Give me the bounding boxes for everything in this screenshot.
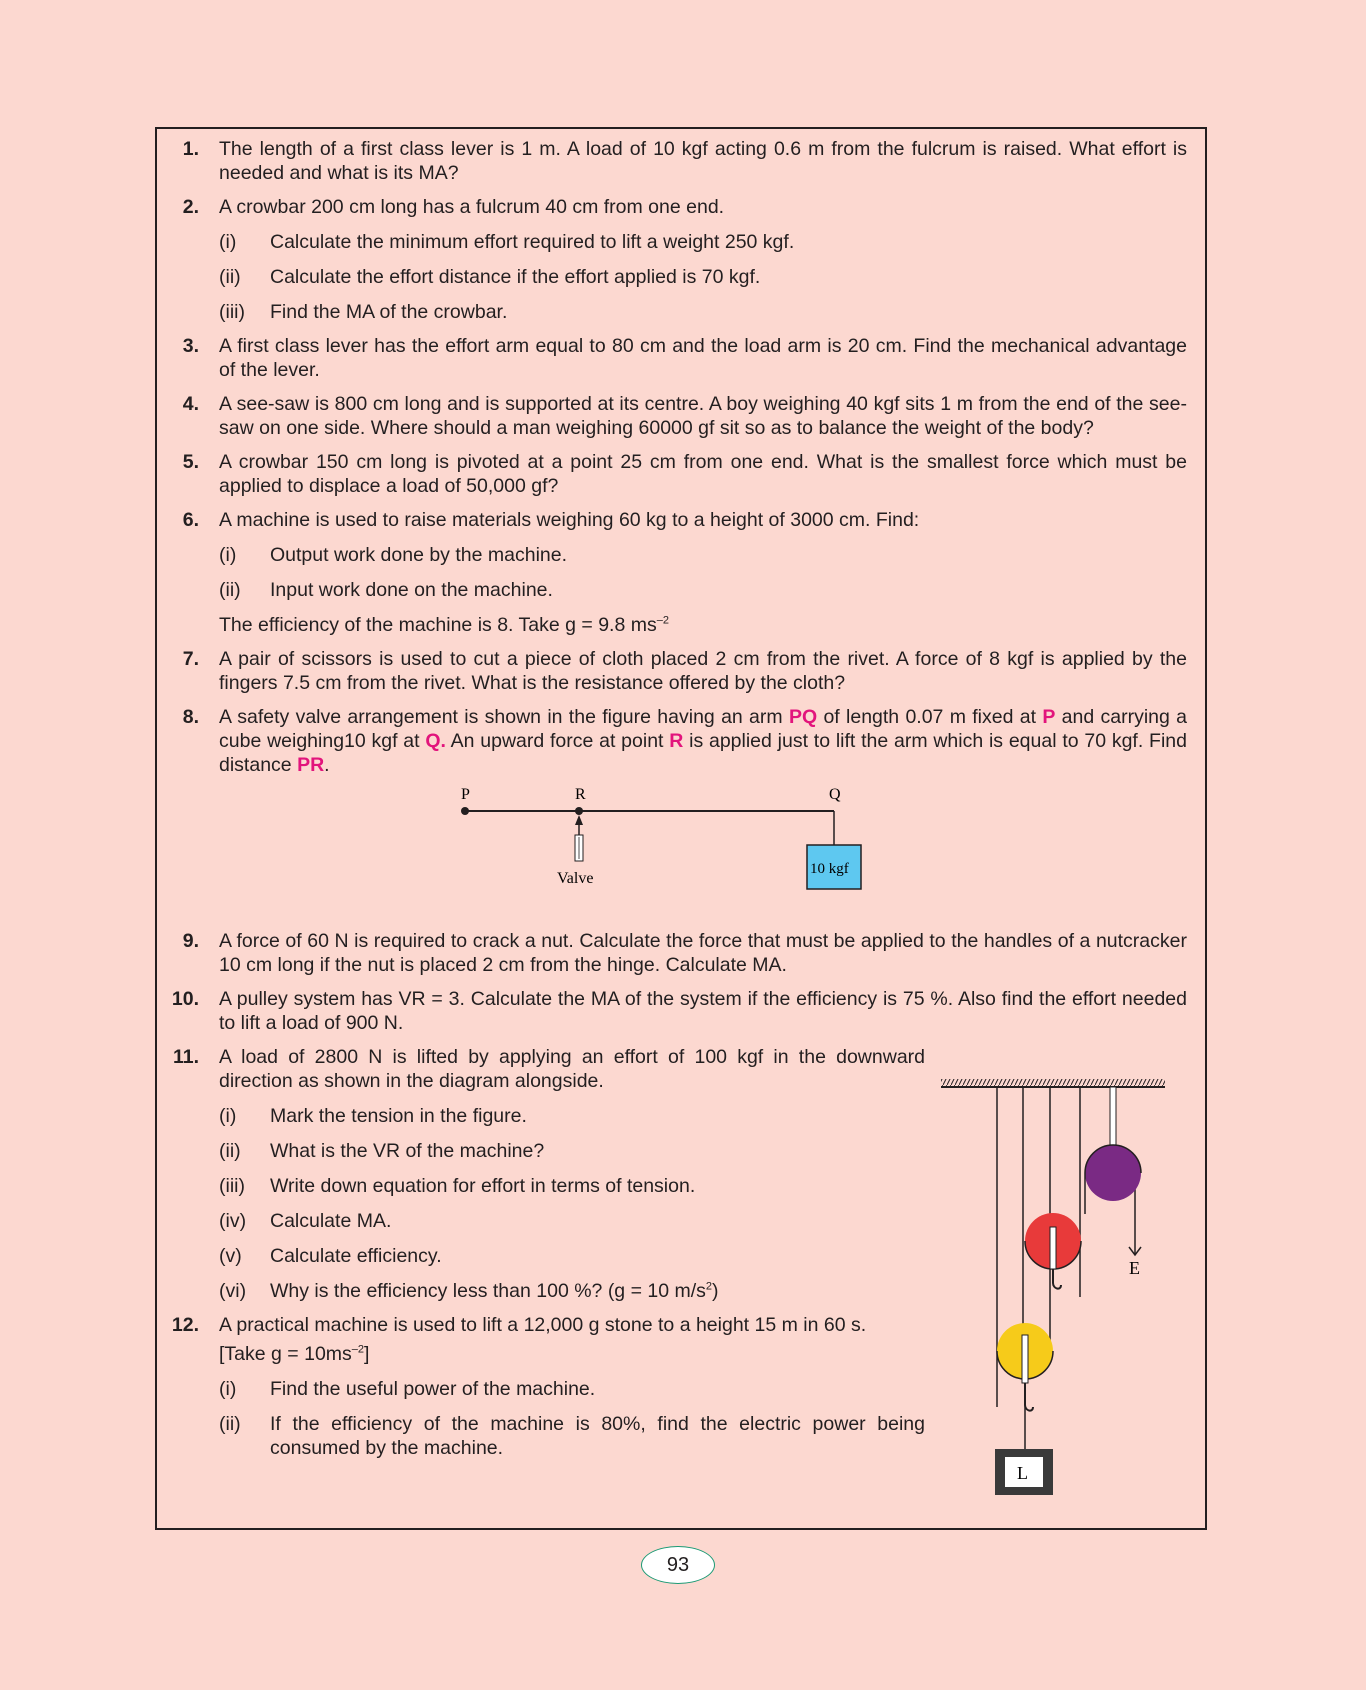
question-text: A crowbar 150 cm long is pivoted at a point 25 cm from one end. What is the smallest force which must be applied to displace a load of 50,000 gf?	[219, 451, 1187, 497]
question-number: 3.	[182, 335, 199, 357]
pivot-point	[461, 807, 469, 815]
question-text: A pulley system has VR = 3. Calculate the MA of the system if the efficiency is 75 %. Also find the effort needed to lift a load of 900 N.	[219, 988, 1187, 1034]
question-number: 12.	[171, 1314, 199, 1336]
question-2	[157, 195, 1205, 324]
page-number: 93	[641, 1546, 715, 1584]
label-load: L	[1017, 1463, 1028, 1483]
question-text: The length of a first class lever is 1 m. A load of 10 kgf acting 0.6 m from the fulcrum is raised. What effort is needed and what is its MA?	[219, 138, 1187, 184]
sub-question: (ii) Calculate the effort distance if the effort applied is 70 kgf.	[219, 266, 761, 288]
label-effort: E	[1129, 1258, 1140, 1278]
question-9	[157, 929, 1205, 977]
sub-question: (i) Calculate the minimum effort required to lift a weight 250 kgf.	[219, 231, 795, 253]
sub-question: (ii) What is the VR of the machine?	[219, 1140, 545, 1162]
bottom-pulley-strap	[1022, 1335, 1028, 1383]
question-number: 5.	[182, 451, 199, 473]
question-text: A crowbar 200 cm long has a fulcrum 40 cm from one end.	[219, 196, 725, 218]
question-text: A first class lever has the effort arm equal to 80 cm and the load arm is 20 cm. Find the mechanical advantage of the lever.	[219, 335, 1187, 381]
hook-icon	[1053, 1269, 1061, 1289]
middle-pulley-strap	[1050, 1227, 1056, 1269]
label-q: Q	[829, 786, 841, 803]
question-text: A practical machine is used to lift a 12,000 g stone to a height 15 m in 60 s.	[219, 1314, 867, 1336]
question-number: 11.	[172, 1046, 199, 1068]
sub-question: (vi) Why is the efficiency less than 100 %? (g = 10 $m/s^2$)	[219, 1280, 719, 1302]
sub-question: (iii) Find the MA of the crowbar.	[219, 301, 508, 323]
valve-point	[575, 807, 583, 815]
sub-question: (i) Find the useful power of the machine.	[219, 1378, 596, 1400]
question-6	[157, 508, 1205, 637]
question-text: A pair of scissors is used to cut a piece of cloth placed 2 cm from the rivet. A force of 8 kgf is applied by the fingers 7.5 cm from the rivet. What is the resistance offered by the cloth?	[219, 648, 1187, 694]
exercise-frame	[155, 127, 1207, 1530]
question-7	[157, 647, 1205, 695]
question-text: A safety valve arrangement is shown in the figure having an arm PQ of length 0.07 m fixed at P and carrying a cube weighing10 kgf at Q. An upward force at point R is applied just to lift the arm which is equal to 70 kgf. Find distance PR.	[219, 706, 1187, 776]
label-valve: Valve	[557, 870, 594, 887]
question-number: 1.	[182, 138, 199, 160]
label-load: 10 kgf	[810, 861, 849, 877]
question-10	[157, 987, 1205, 1035]
sub-question: (iii) Write down equation for effort in terms of tension.	[219, 1175, 696, 1197]
question-text: A force of 60 N is required to crack a nut. Calculate the force that must be applied to the handles of a nutcracker 10 cm long if the nut is placed 2 cm from the hinge. Calculate MA.	[219, 930, 1187, 976]
question-number: 8.	[182, 706, 199, 728]
question-number: 10.	[171, 988, 199, 1010]
question-number: 4.	[182, 393, 199, 415]
question-text: A machine is used to raise materials weighing 60 kg to a height of 3000 cm. Find:	[219, 509, 920, 531]
label-p: P	[461, 786, 470, 803]
question-number: 7.	[182, 648, 199, 670]
ceiling-support	[941, 1079, 1165, 1087]
sub-question: (iv) Calculate MA.	[219, 1210, 392, 1232]
question-number: 9.	[182, 930, 199, 952]
question-5	[157, 450, 1205, 498]
question-1	[157, 137, 1205, 185]
question-number: 2.	[182, 196, 199, 218]
sub-question: (v) Calculate efficiency.	[219, 1245, 442, 1267]
question-number: 6.	[182, 509, 199, 531]
label-r: R	[575, 786, 586, 803]
question-given: [Take $g = 10ms^{-2}$]	[219, 1343, 370, 1365]
sub-question: (ii) If the efficiency of the machine is 80%, find the electric power being consumed by the machine.	[219, 1413, 925, 1459]
pulley-system-figure	[935, 1069, 1175, 1509]
sub-question: (i) Output work done by the machine.	[219, 544, 568, 566]
question-8	[157, 705, 1205, 919]
safety-valve-figure	[219, 777, 1187, 919]
sub-question: (i) Mark the tension in the figure.	[219, 1105, 527, 1127]
question-note: The efficiency of the machine is 8. Take g = 9.8 $ms^{-2}$	[219, 614, 669, 636]
question-text: A see-saw is 800 cm long and is supported at its centre. A boy weighing 40 kgf sits 1 m from the end of the see-saw on one side. Where should a man weighing 60000 gf sit so as to balance the weight of the body?	[219, 393, 1187, 439]
question-text: A load of 2800 N is lifted by applying an effort of 100 kgf in the downward direction as shown in the diagram alongside.	[219, 1046, 925, 1092]
question-4	[157, 392, 1205, 440]
question-3	[157, 334, 1205, 382]
safety-valve-diagram	[449, 777, 949, 919]
sub-question: (ii) Input work done on the machine.	[219, 579, 553, 601]
hook-icon	[1025, 1383, 1033, 1411]
